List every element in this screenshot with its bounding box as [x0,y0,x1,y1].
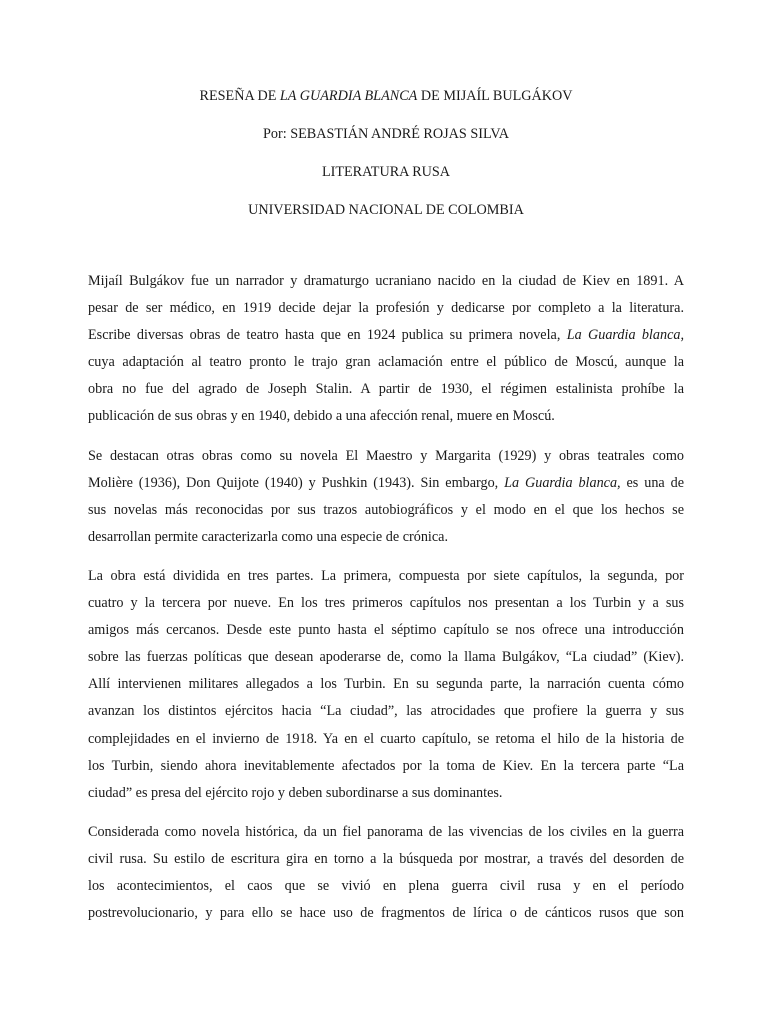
text-line [88,780,684,807]
text-run: es una de [620,474,684,491]
title-italic-book-name: LA GUARDIA BLANCA [279,88,418,104]
title-suffix: DE MIJAÍL BULGÁKOV [417,88,573,104]
text-line [88,470,684,497]
text-line [88,671,684,698]
title-prefix: RESEÑA DE [199,88,280,104]
text-line [88,900,684,927]
text-run: desarrollan permite caracterizarla como una especie de crónica. [88,528,448,545]
text-line [88,698,684,725]
text-line [88,590,684,617]
text-run: Mijaíl Bulgákov fue un narrador y dramaturgo ucraniano nacido en la ciudad de Kiev en 1891. A [88,273,684,289]
text-run: Se destacan otras obras como su novela El Maestro y Margarita (1929) y obras teatrales como [88,447,684,464]
course-line: LITERATURA RUSA [321,164,451,180]
text-run: sobre las fuerzas políticas que desean apoderarse de, como la llama Bulgákov, “La ciudad” (Kiev). [88,649,684,666]
text-run: los acontecimientos, el caos que se vivió en plena guerra civil rusa y en el período [88,877,684,894]
text-line [88,524,684,551]
text-line [88,497,684,524]
text-line [88,268,684,295]
text-run: Considerada como novela histórica, da un fiel panorama de las vivencias de los civiles en la guerra [88,823,684,840]
text-run: publicación de sus obras y en 1940, debido a una afección renal, muere en Moscú. [88,408,555,425]
text-line [88,563,684,590]
text-line [88,617,684,644]
text-run: complejidades en el invierno de 1918. Ya en el cuarto capítulo, se retoma el hilo de la historia de [88,730,684,747]
body-paragraph [88,819,684,927]
text-line [88,873,684,900]
document-title [88,87,684,105]
text-line [88,443,684,470]
body-paragraph [88,443,684,551]
text-run: obra no fue del agrado de Joseph Stalin. A partir de 1930, el régimen estalinista prohíbe la [88,381,684,398]
university-line: UNIVERSIDAD NACIONAL DE COLOMBIA [248,202,524,218]
text-run: los Turbin, siendo ahora inevitablemente afectados por la toma de Kiev. En la tercera parte “La [88,757,684,774]
text-run: Allí intervienen militares allegados a los Turbin. En su segunda parte, la narración cuenta cómo [88,676,684,693]
body-paragraph [88,563,684,807]
text-run: sus novelas más reconocidas por sus trazos autobiográficos y el modo en el que los hechos se [88,501,684,518]
text-line [88,846,684,873]
italic-text: La Guardia blanca, [504,474,621,491]
text-line [88,295,684,322]
text-line [88,726,684,753]
text-line [88,753,684,780]
text-run: pesar de ser médico, en 1919 decide dejar la profesión y dedicarse por completo a la literatura. [88,300,684,317]
text-run: ciudad” es presa del ejército rojo y deben subordinarse a sus dominantes. [88,784,503,801]
text-line [88,349,684,376]
body-text [88,268,684,927]
text-run: avanzan los distintos ejércitos hacia “La ciudad”, las atrocidades que profiere la guerra y sus [88,703,684,720]
text-line [88,403,684,430]
text-run: postrevolucionario, y para ello se hace uso de fragmentos de lírica o de cánticos rusos que son [88,905,684,922]
text-line [88,376,684,403]
text-run: civil rusa. Su estilo de escritura gira en torno a la búsqueda por mostrar, a través del desorden de [88,850,684,867]
text-run: Molière (1936), Don Quijote (1940) y Pushkin (1943). Sin embargo, [88,474,505,491]
text-run: amigos más cercanos. Desde este punto hasta el séptimo capítulo se nos ofrece una introducción [88,622,684,639]
text-line [88,322,684,349]
text-line [88,819,684,846]
text-line [88,644,684,671]
text-run: cuatro y la tercera por nueve. En los tres primeros capítulos nos presentan a los Turbin y a sus [88,595,684,612]
italic-text: La Guardia blanca, [566,327,684,344]
text-run: cuya adaptación al teatro pronto le trajo gran aclamación entre el público de Moscú, aunque la [88,354,684,371]
body-paragraph [88,268,684,431]
text-run: La obra está dividida en tres partes. La primera, compuesta por siete capítulos, la segunda, por [88,567,684,584]
text-run: Escribe diversas obras de teatro hasta que en 1924 publica su primera novela, [88,327,567,344]
author-line: Por: SEBASTIÁN ANDRÉ ROJAS SILVA [263,126,509,142]
